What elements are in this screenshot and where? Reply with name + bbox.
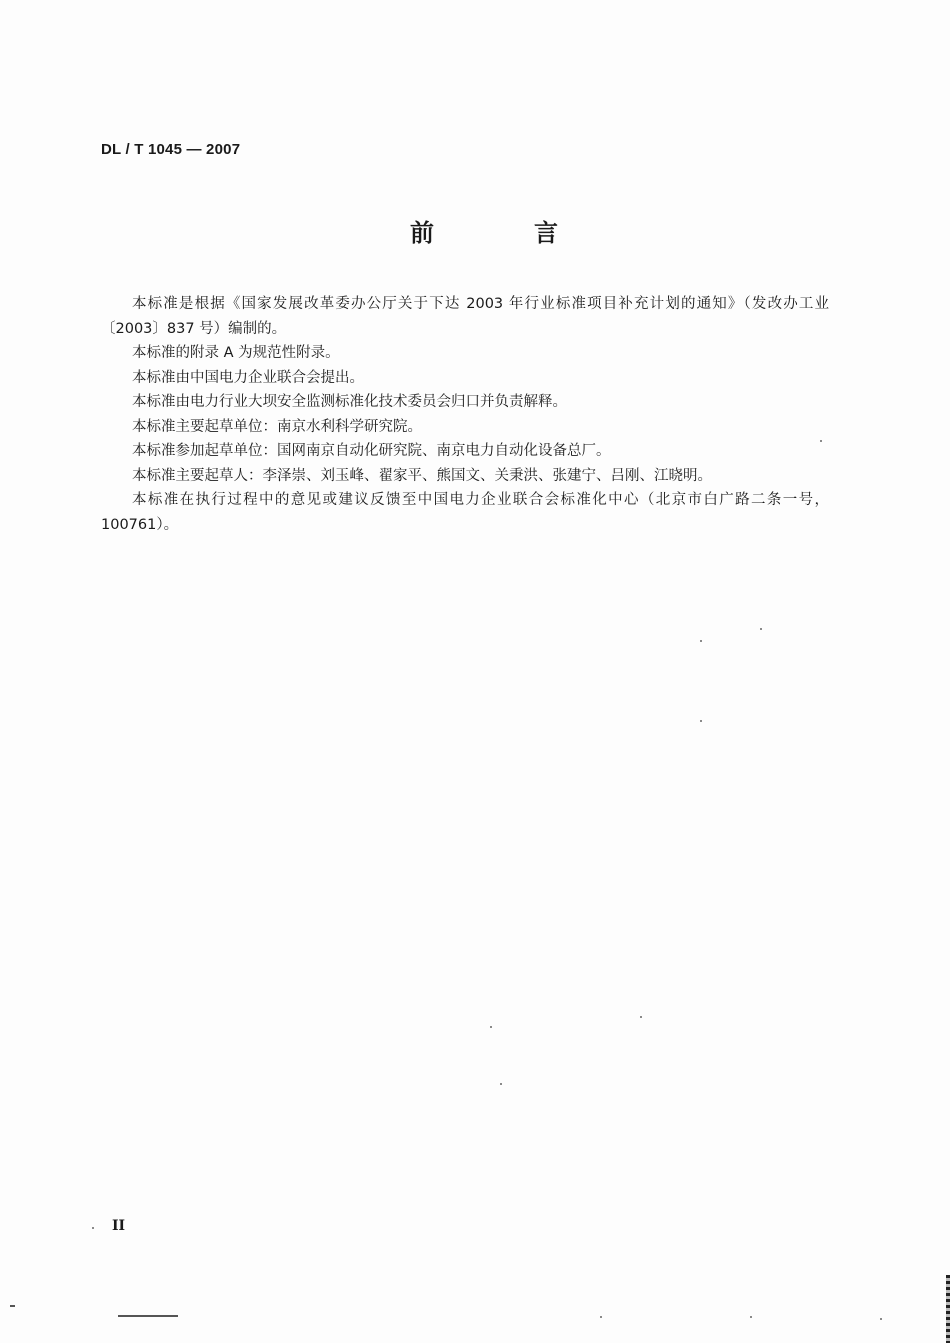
scan-edge-artifact xyxy=(946,1275,950,1343)
paragraph-responsible-committee: 本标准由电力行业大坝安全监测标准化技术委员会归口并负责解释。 xyxy=(132,394,567,410)
paragraph-main-drafting-unit: 本标准主要起草单位：南京水利科学研究院。 xyxy=(132,418,422,435)
scan-dot xyxy=(640,1016,642,1018)
page-number: II xyxy=(112,1218,126,1234)
page-title: 前 言 xyxy=(410,219,596,247)
paragraph-appendix: 本标准的附录 A 为规范性附录。 xyxy=(132,345,340,361)
scan-dot xyxy=(700,640,702,642)
standard-code: DL / T 1045 — 2007 xyxy=(101,141,241,158)
scan-dot xyxy=(820,440,822,442)
scan-dot xyxy=(500,1083,502,1085)
scan-mark-artifact xyxy=(10,1305,15,1307)
scan-dot xyxy=(760,628,762,630)
scan-line-artifact xyxy=(118,1315,178,1317)
paragraph-feedback: 本标准在执行过程中的意见或建议反馈至中国电力企业联合会标准化中心（北京市白广路二条一号，100761）。 xyxy=(101,492,829,533)
foreword-body xyxy=(101,292,829,537)
scan-dot xyxy=(600,1316,602,1318)
scan-dot xyxy=(750,1316,752,1318)
paragraph-participating-units: 本标准参加起草单位：国网南京自动化研究院、南京电力自动化设备总厂。 xyxy=(132,443,611,459)
scan-dot xyxy=(880,1318,882,1320)
scan-dot xyxy=(92,1227,94,1229)
paragraph-proposer: 本标准由中国电力企业联合会提出。 xyxy=(132,369,364,386)
paragraph-basis: 本标准是根据《国家发展改革委办公厅关于下达 2003 年行业标准项目补充计划的通知》（发改办工业〔2003〕837 号）编制的。 xyxy=(101,296,829,337)
paragraph-drafters: 本标准主要起草人：李泽崇、刘玉峰、翟家平、熊国文、关秉洪、张建宁、吕刚、江晓明。 xyxy=(132,467,712,484)
scan-dot xyxy=(700,720,702,722)
scan-dot xyxy=(490,1026,492,1028)
